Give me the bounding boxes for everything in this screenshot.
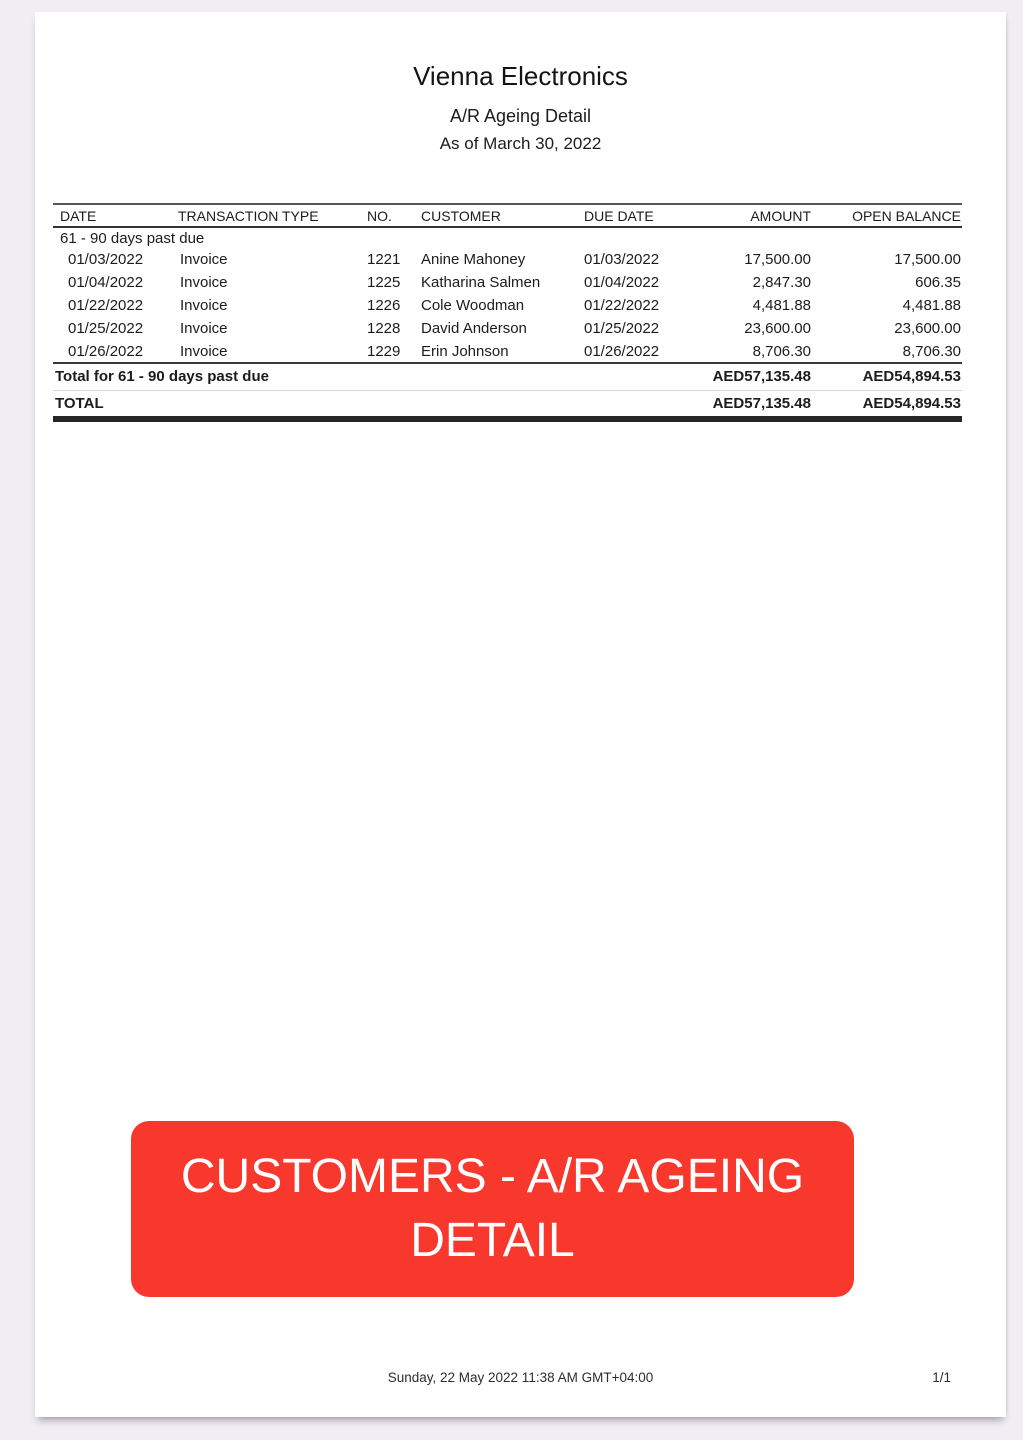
cell-no: 1229 (367, 342, 401, 360)
cell-customer: Cole Woodman (421, 297, 525, 314)
cell-date: 01/03/2022 (68, 251, 144, 268)
cell-transaction-type: Invoice (180, 297, 228, 314)
report-as-of-date: As of March 30, 2022 (439, 134, 602, 153)
cell-due-date: 01/03/2022 (584, 251, 660, 268)
column-header-date: DATE (53, 204, 178, 227)
document-header (35, 62, 1006, 154)
table-row (53, 294, 962, 317)
column-header-customer: CUSTOMER (410, 204, 580, 227)
cell-open-balance: 8,706.30 (902, 342, 961, 360)
cell-amount: 4,481.88 (752, 297, 811, 314)
cell-transaction-type: Invoice (180, 320, 228, 337)
cell-due-date: 01/25/2022 (584, 320, 660, 337)
company-name: Vienna Electronics (413, 61, 628, 91)
report-title-banner (131, 1121, 854, 1297)
cell-transaction-type: Invoice (180, 274, 228, 291)
cell-customer: Katharina Salmen (421, 274, 541, 291)
table-row (53, 248, 962, 271)
cell-transaction-type: Invoice (180, 251, 228, 268)
cell-open-balance: 606.35 (915, 274, 961, 291)
grand-total-open-balance: AED54,894.53 (815, 390, 962, 416)
section-total-row (53, 363, 962, 390)
table-bottom-double-rule (53, 416, 962, 422)
cell-open-balance: 4,481.88 (902, 297, 961, 314)
cell-customer: Erin Johnson (421, 342, 509, 360)
report-page (35, 12, 1006, 1417)
cell-open-balance: 23,600.00 (894, 320, 961, 337)
cell-amount: 8,706.30 (752, 342, 811, 360)
ageing-detail-table (53, 203, 962, 422)
column-header-due-date: DUE DATE (580, 204, 710, 227)
grand-total-label: TOTAL (53, 390, 710, 416)
cell-customer: David Anderson (421, 320, 527, 337)
cell-transaction-type: Invoice (180, 342, 228, 360)
column-header-open-balance: OPEN BALANCE (815, 204, 962, 227)
cell-no: 1225 (367, 274, 401, 291)
cell-no: 1221 (367, 251, 401, 268)
grand-total-amount: AED57,135.48 (710, 390, 815, 416)
cell-open-balance: 17,500.00 (894, 251, 961, 268)
column-header-transaction-type: TRANSACTION TYPE (178, 204, 367, 227)
section-header-row (53, 227, 962, 248)
cell-date: 01/22/2022 (68, 297, 144, 314)
grand-total-row (53, 390, 962, 416)
cell-date: 01/26/2022 (68, 342, 144, 360)
table-row (53, 340, 962, 363)
section-label: 61 - 90 days past due (60, 229, 205, 247)
column-header-no: NO. (367, 204, 410, 227)
cell-amount: 2,847.30 (752, 274, 811, 291)
cell-amount: 17,500.00 (744, 251, 811, 268)
table-row (53, 317, 962, 340)
section-total-amount: AED57,135.48 (710, 363, 815, 390)
report-title: A/R Ageing Detail (449, 106, 592, 126)
column-header-amount: AMOUNT (710, 204, 815, 227)
section-total-open-balance: AED54,894.53 (815, 363, 962, 390)
table-header-row (53, 204, 962, 227)
footer-page-indicator: 1/1 (932, 1370, 951, 1385)
table-row (53, 271, 962, 294)
report-title-banner-label: CUSTOMERS - A/R AGEING DETAIL (180, 1150, 805, 1267)
cell-date: 01/04/2022 (68, 274, 144, 291)
footer-timestamp: Sunday, 22 May 2022 11:38 AM GMT+04:00 (387, 1370, 654, 1385)
cell-no: 1228 (367, 320, 401, 337)
section-total-label: Total for 61 - 90 days past due (53, 363, 710, 390)
cell-no: 1226 (367, 297, 401, 314)
cell-due-date: 01/04/2022 (584, 274, 660, 291)
cell-due-date: 01/26/2022 (584, 342, 660, 360)
cell-customer: Anine Mahoney (421, 251, 526, 268)
cell-date: 01/25/2022 (68, 320, 144, 337)
cell-due-date: 01/22/2022 (584, 297, 660, 314)
cell-amount: 23,600.00 (744, 320, 811, 337)
